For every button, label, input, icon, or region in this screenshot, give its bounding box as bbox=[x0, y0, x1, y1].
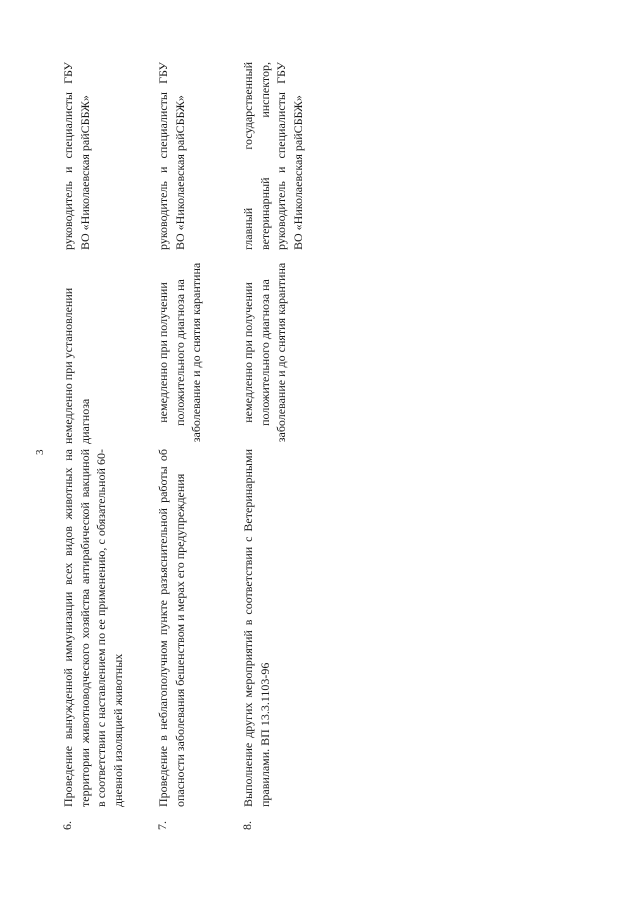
page-number: 3 bbox=[34, 449, 46, 455]
row-action: Проведение вынужденной иммунизации всех видов животных на территории животноводческого хозяйства антирабической вакциной в соответствии с наставлением по ее применению, с обязательной 60-дневной изоляцией животных bbox=[61, 449, 125, 807]
row-number: 8. bbox=[240, 821, 254, 830]
row-term: немедленно при получении положительного диагноза на заболевание и до снятия карантина bbox=[241, 262, 288, 443]
row-number: 6. bbox=[60, 821, 74, 830]
row-number: 7. bbox=[155, 821, 169, 830]
row-responsible: главный государственный ветеринарный инспектор, руководитель и специалисты ГБУ ВО «Николаевская райСББЖ» bbox=[241, 62, 305, 250]
row-action: Проведение в неблагополучном пункте разъяснительной работы об опасности заболевания бешенством и мерах его предупреждения bbox=[156, 449, 187, 807]
row-responsible: руководитель и специалисты ГБУ ВО «Николаевская райСББЖ» bbox=[61, 62, 92, 250]
row-responsible: руководитель и специалисты ГБУ ВО «Николаевская райСББЖ» bbox=[156, 62, 187, 250]
row-term: немедленно при установлении диагноза bbox=[61, 287, 92, 444]
row-term: немедленно при получении положительного диагноза на заболевание и до снятия карантина bbox=[156, 262, 203, 443]
row-action: Выполнение других мероприятий в соответствии с Ветеринарными правилами. ВП 13.3.1103-96 bbox=[241, 449, 272, 807]
